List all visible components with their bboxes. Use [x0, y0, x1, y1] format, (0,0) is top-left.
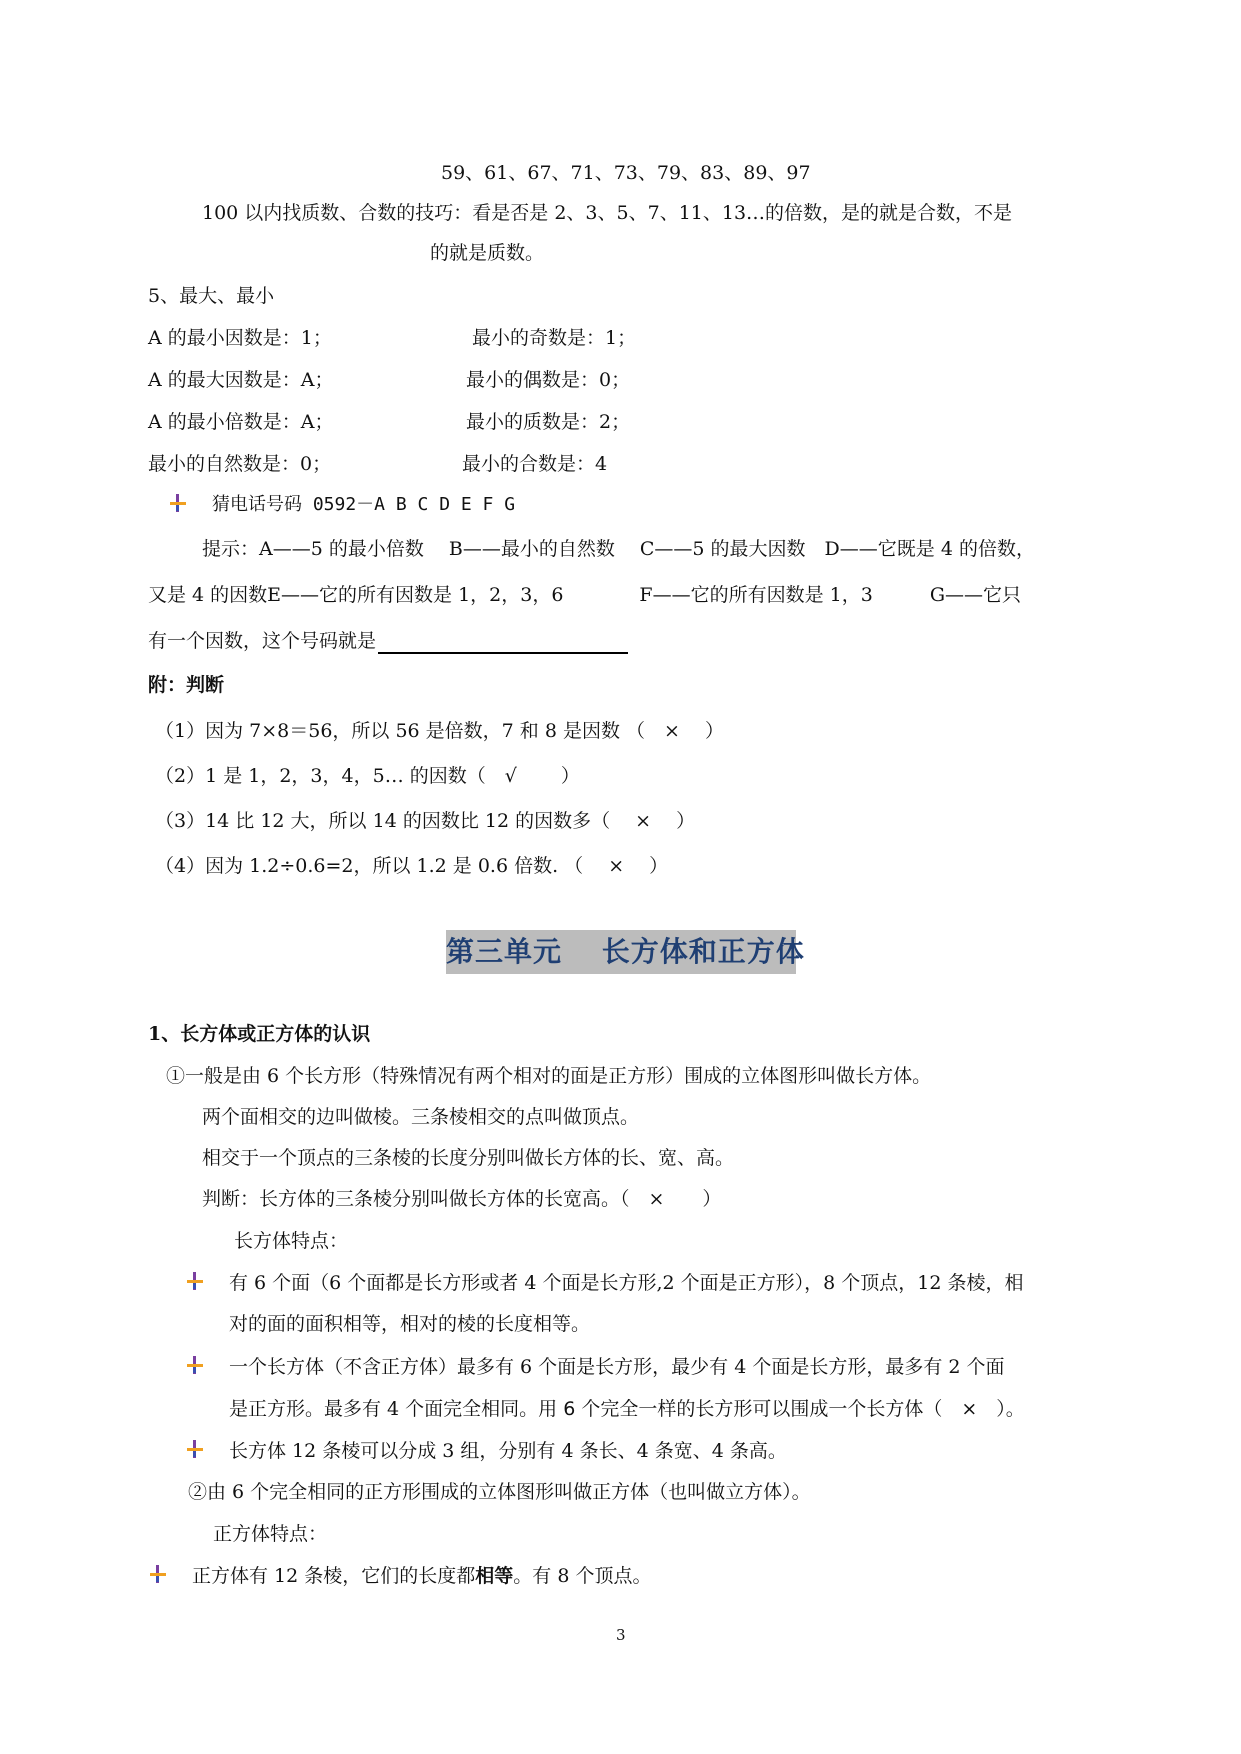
- bullet-icon: [185, 1438, 205, 1460]
- phone-puzzle-title: 猜电话号码 0592－A B C D E F G: [212, 494, 516, 515]
- bullet-icon: [185, 1354, 205, 1376]
- bullet-icon: [168, 492, 188, 514]
- cuboid-feature-1-line-2: 对的面的面积相等，相对的棱的长度相等。: [229, 1313, 591, 1335]
- edge-vertex-definition: 两个面相交的边叫做棱。三条棱相交的点叫做顶点。: [202, 1106, 640, 1128]
- cube-feature-1a: 正方体有 12 条棱，它们的长度都: [192, 1565, 476, 1587]
- minmax-right-1: 最小的奇数是：1；: [472, 327, 637, 349]
- judgment-cuboid: 判断：长方体的三条棱分别叫做长方体的长宽高。（ × ）: [202, 1188, 722, 1210]
- judgment-3: （3）14 比 12 大，所以 14 的因数比 12 的因数多（ × ）: [155, 810, 696, 832]
- cuboid-feature-2-line-1: 一个长方体（不含正方体）最多有 6 个面是长方形，最少有 4 个面是长方形，最多有 2 个面: [229, 1356, 1005, 1378]
- hint-line-3: [148, 628, 628, 654]
- bullet-icon: [185, 1270, 205, 1292]
- cuboid-feature-1-line-1: 有 6 个面（6 个面都是长方形或者 4 个面是长方形,2 个面是正方形），8 个顶点，12 条棱，相: [229, 1272, 1024, 1294]
- section-1-title: 1、长方体或正方体的认识: [148, 1023, 371, 1045]
- cube-feature-1: [192, 1563, 651, 1589]
- bullet-icon: [148, 1563, 168, 1585]
- cuboid-feature-2-line-2: [229, 1396, 1025, 1422]
- hint-line-1: 提示：A——5 的最小倍数 B——最小的自然数 C——5 的最大因数 D——它既是 4 的倍数，: [202, 538, 1035, 560]
- cuboid-feature-2-line-2a: 是正方形。最多有 4 个面完全相同。: [229, 1398, 539, 1420]
- minmax-left-1: A 的最小因数是：1；: [148, 327, 332, 349]
- judgment-2: （2）1 是 1，2，3，4，5… 的因数（ √ ）: [155, 765, 580, 787]
- hint-line-2: 又是 4 的因数E——它的所有因数是 1，2，3，6 F——它的所有因数是 1，3 G——它只: [148, 584, 1022, 606]
- cube-feature-1c: 。有 8 个顶点。: [513, 1565, 652, 1587]
- hint-line-3-text: 有一个因数，这个号码就是: [148, 630, 377, 652]
- unit-heading: 第三单元 长方体和正方体: [446, 930, 796, 974]
- section-5-title: 5、最大、最小: [148, 285, 275, 307]
- minmax-right-3: 最小的质数是：2；: [466, 411, 631, 433]
- judgment-4: （4）因为 1.2÷0.6=2，所以 1.2 是 0.6 倍数. （ × ）: [155, 855, 669, 877]
- tip-line-1: 100 以内找质数、合数的技巧：看是否是 2、3、5、7、11、13…的倍数，是的就是合数，不是: [202, 202, 1013, 224]
- minmax-left-4: 最小的自然数是：0；: [148, 453, 332, 475]
- length-width-height-definition: 相交于一个顶点的三条棱的长度分别叫做长方体的长、宽、高。: [202, 1147, 735, 1169]
- cuboid-feature-2-line-2b: 用 6 个完全一样的长方形可以围成一个长方体（ × ）。: [538, 1398, 1025, 1420]
- cube-definition: ②由 6 个完全相同的正方形围成的立体图形叫做正方体（也叫做立方体）。: [188, 1481, 811, 1503]
- minmax-left-3: A 的最小倍数是：A；: [148, 411, 334, 433]
- answer-blank[interactable]: [378, 630, 628, 654]
- cuboid-definition: ①一般是由 6 个长方形（特殊情况有两个相对的面是正方形）围成的立体图形叫做长方体。: [166, 1065, 932, 1087]
- minmax-right-4: 最小的合数是：4: [462, 453, 608, 475]
- minmax-right-2: 最小的偶数是：0；: [466, 369, 631, 391]
- minmax-left-2: A 的最大因数是：A；: [148, 369, 334, 391]
- page-number: 3: [616, 1626, 626, 1644]
- appendix-title: 附：判断: [148, 674, 225, 696]
- cube-feature-1b: 相等: [475, 1565, 514, 1587]
- cube-features-title: 正方体特点：: [213, 1523, 328, 1545]
- cuboid-features-title: 长方体特点：: [234, 1230, 349, 1252]
- judgment-1: （1）因为 7×8＝56，所以 56 是倍数，7 和 8 是因数 （ × ）: [155, 720, 724, 742]
- cuboid-feature-3: 长方体 12 条棱可以分成 3 组，分别有 4 条长、4 条宽、4 条高。: [229, 1440, 787, 1462]
- tip-line-2: 的就是质数。: [430, 242, 545, 264]
- primes-tail: 59、61、67、71、73、79、83、89、97: [441, 162, 811, 184]
